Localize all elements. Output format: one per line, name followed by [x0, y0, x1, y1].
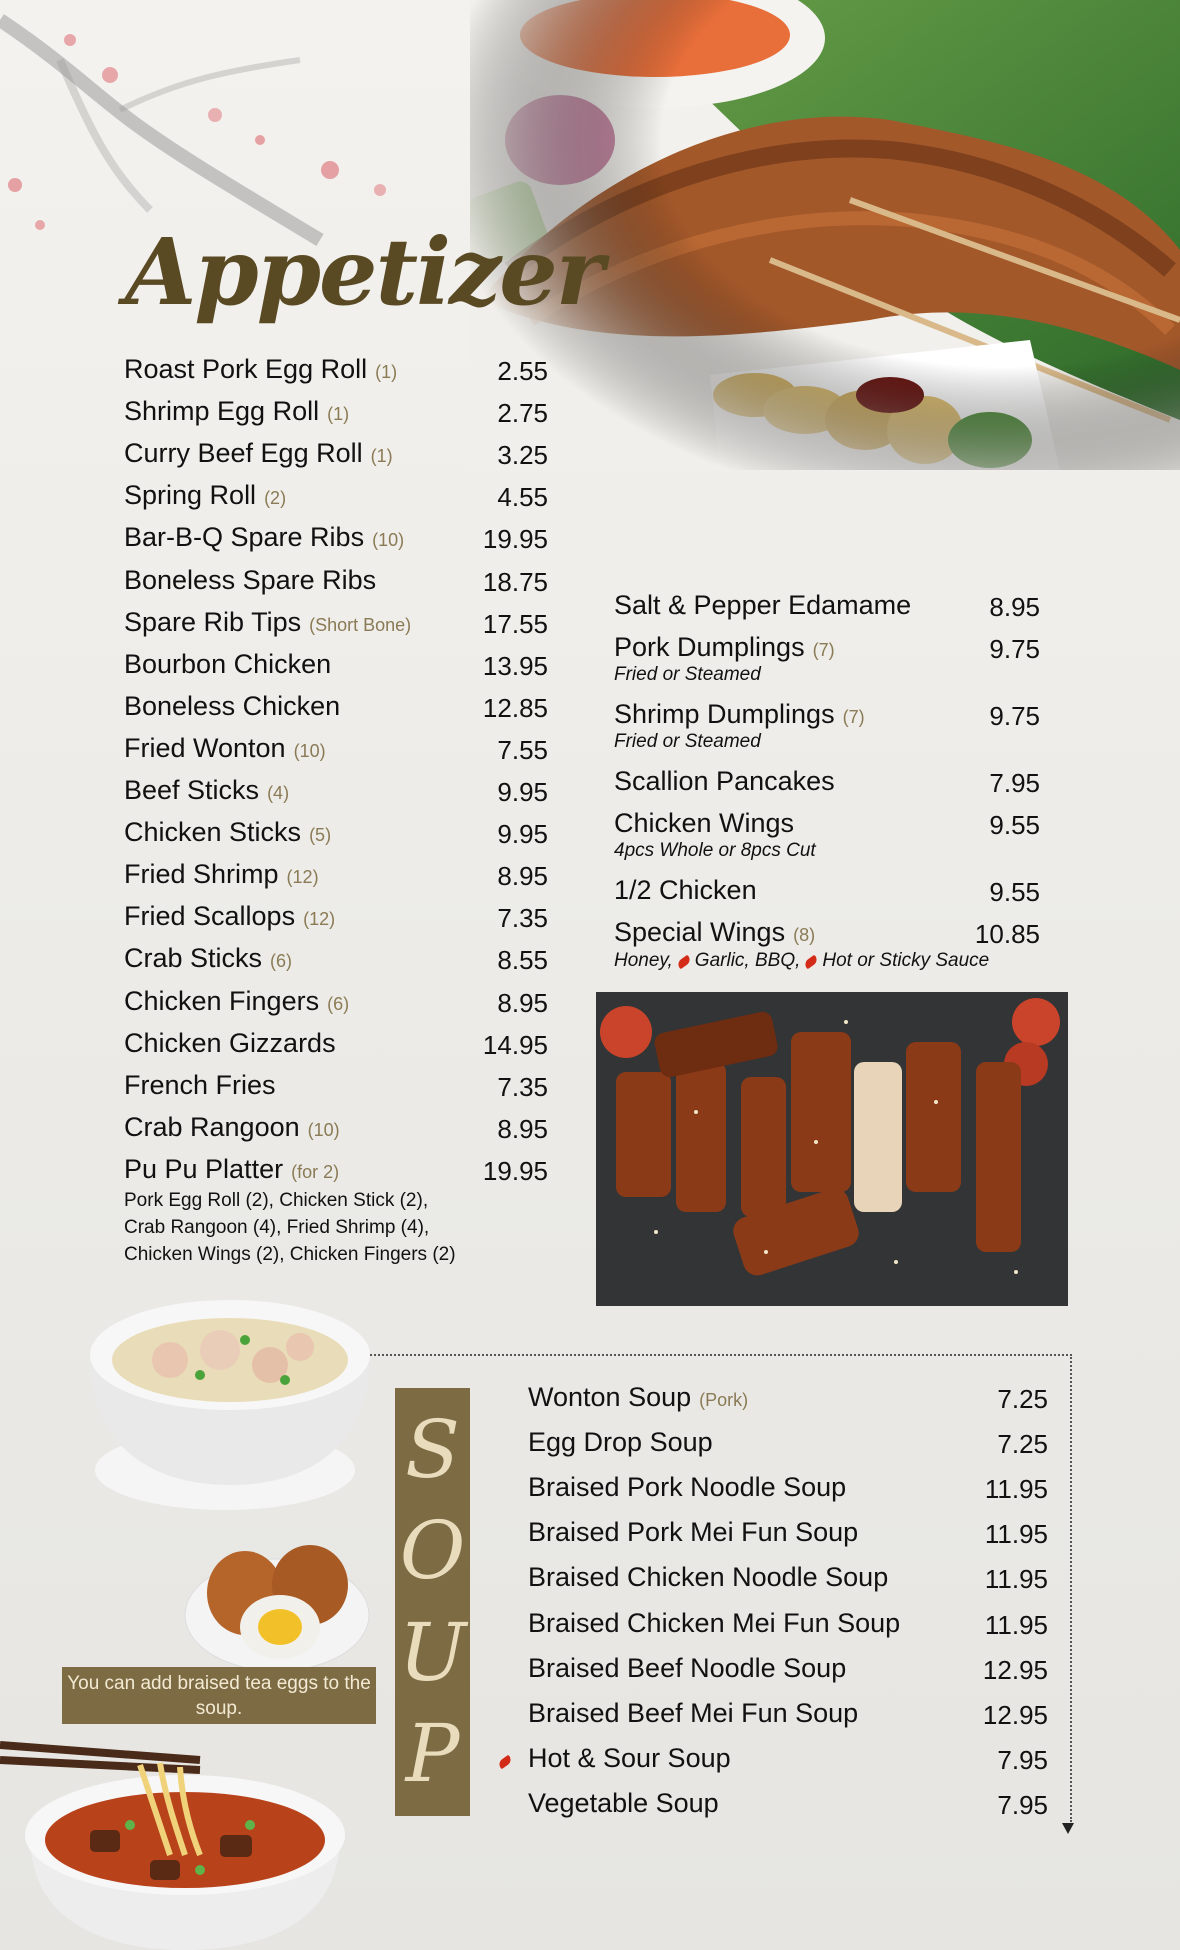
menu-item-quantity: (10): [293, 740, 326, 761]
beef-noodle-soup-bowl-photo: [0, 1725, 370, 1950]
appetizer-heading: Appetizer: [125, 218, 603, 326]
menu-item: [528, 1653, 854, 1684]
menu-item-quantity: (1): [370, 446, 393, 467]
menu-item-price: 14.95: [482, 1029, 548, 1060]
menu-item: [124, 859, 319, 890]
menu-item-name: 1/2 Chicken: [614, 875, 757, 905]
menu-item-quantity: (10): [307, 1119, 340, 1140]
soup-letter: S: [405, 1402, 460, 1496]
menu-item-note: Fried or Steamed: [614, 731, 761, 752]
menu-item-quantity: (7): [812, 640, 835, 660]
menu-item-price: 9.55: [989, 877, 1040, 907]
menu-item-quantity: (7): [842, 707, 865, 727]
menu-item-quantity: (10): [372, 530, 405, 551]
menu-item: [528, 1517, 866, 1548]
menu-item-price: 18.75: [482, 566, 548, 597]
menu-item-price: 7.35: [497, 1071, 548, 1102]
menu-item: [124, 817, 331, 848]
menu-item-price: 11.95: [984, 1564, 1048, 1595]
menu-item-price: 11.95: [984, 1474, 1048, 1505]
soup-vertical-banner: [395, 1388, 470, 1816]
menu-item-price: 8.95: [989, 592, 1040, 622]
menu-item: [614, 632, 835, 663]
menu-item-quantity: (4): [267, 783, 290, 803]
menu-item-name: Hot & Sour Soup: [528, 1742, 731, 1773]
chili-pepper-icon: [676, 955, 692, 970]
menu-item: [614, 808, 802, 839]
menu-item-price: 9.75: [989, 634, 1040, 664]
menu-item-price: 9.95: [497, 819, 548, 850]
menu-item-name: Pu Pu Platter: [124, 1153, 284, 1184]
menu-item-quantity: (Short Bone): [309, 614, 412, 635]
menu-item: [124, 691, 348, 722]
menu-item: [614, 699, 865, 730]
menu-item-name: Fried Wonton: [124, 732, 286, 763]
menu-item: [124, 1070, 284, 1101]
pupu-platter-description: Pork Egg Roll (2), Chicken Stick (2), Crab Rangoon (4), Fried Shrimp (4), Chicken Wings (2), Chicken Fingers (2): [124, 1190, 456, 1265]
menu-item: [528, 1788, 727, 1819]
menu-item-price: 7.95: [997, 1744, 1048, 1775]
menu-item-name: Fried Shrimp: [124, 859, 279, 890]
menu-item-quantity: (12): [286, 867, 319, 888]
menu-item-name: Chicken Wings: [614, 808, 795, 838]
menu-item-price: 7.55: [497, 734, 548, 765]
menu-item-quantity: (5): [309, 825, 332, 846]
menu-item-name: Shrimp Egg Roll: [124, 396, 320, 427]
menu-item-name: Braised Beef Noodle Soup: [528, 1652, 847, 1683]
soup-letter: O: [399, 1504, 466, 1598]
menu-item-note: Fried or Steamed: [614, 664, 761, 685]
menu-item-price: 2.55: [497, 356, 548, 386]
menu-item: [614, 590, 919, 621]
chili-pepper-icon: [803, 955, 819, 970]
menu-item: [124, 1028, 344, 1059]
menu-item-name: Chicken Fingers: [124, 985, 320, 1016]
menu-item-price: 19.95: [482, 1155, 548, 1186]
menu-item-name: Special Wings: [614, 917, 786, 947]
menu-item-name: Salt & Pepper Edamame: [614, 590, 912, 620]
menu-item-price: 17.55: [482, 608, 548, 639]
tea-eggs-bowl-photo: [180, 1535, 375, 1675]
menu-item-name: Bar-B-Q Spare Ribs: [124, 522, 365, 553]
menu-item-quantity: (12): [303, 909, 336, 930]
menu-item-price: 2.75: [497, 398, 548, 429]
menu-item-price: 9.95: [497, 777, 548, 807]
menu-item-price: 3.25: [497, 440, 548, 471]
menu-item: [124, 943, 292, 974]
menu-item-name: Curry Beef Egg Roll: [124, 438, 363, 469]
menu-item-price: 11.95: [984, 1519, 1048, 1550]
menu-item-name: Boneless Chicken: [124, 690, 341, 721]
menu-item: [124, 775, 289, 806]
menu-item-quantity: (for 2): [291, 1161, 340, 1182]
arrow-down-icon: [1062, 1823, 1074, 1834]
menu-item: [124, 354, 397, 385]
menu-item-price: 12.95: [982, 1699, 1048, 1730]
menu-item-price: 12.85: [482, 692, 548, 723]
menu-item-name: Vegetable Soup: [528, 1787, 719, 1818]
menu-item-price: 8.95: [497, 987, 548, 1018]
menu-item: [528, 1698, 866, 1729]
menu-item: [124, 901, 335, 932]
menu-item: [124, 1154, 339, 1185]
tea-egg-note: You can add braised tea eggs to the soup.: [62, 1667, 376, 1724]
menu-item-name: Crab Sticks: [124, 943, 263, 974]
menu-item-price: 7.25: [997, 1384, 1048, 1414]
menu-item-quantity: (6): [270, 951, 293, 972]
menu-item-price: 11.95: [984, 1609, 1048, 1640]
menu-item-price: 8.55: [497, 945, 548, 976]
special-wings-sauces: Honey, Garlic, BBQ, Hot or Sticky Sauce: [614, 950, 990, 971]
menu-item-price: 7.35: [497, 903, 548, 934]
menu-item: [614, 917, 815, 948]
menu-item-name: Chicken Gizzards: [124, 1027, 336, 1058]
menu-item-name: Roast Pork Egg Roll: [124, 354, 368, 384]
menu-item-name: Chicken Sticks: [124, 817, 302, 848]
menu-item-price: 7.95: [997, 1789, 1048, 1820]
menu-item-name: Spare Rib Tips: [124, 606, 302, 637]
soup-letter: P: [405, 1707, 460, 1801]
menu-item: [124, 733, 326, 764]
menu-item-price: 10.85: [974, 919, 1040, 949]
menu-item: [528, 1562, 896, 1593]
menu-item-name: Egg Drop Soup: [528, 1427, 713, 1458]
menu-item-price: 7.25: [997, 1429, 1048, 1460]
menu-item-name: Shrimp Dumplings: [614, 699, 835, 729]
menu-item-quantity: (Pork): [699, 1390, 749, 1410]
menu-item-name: Braised Pork Noodle Soup: [528, 1472, 847, 1503]
menu-item-price: 9.55: [989, 810, 1040, 840]
menu-item: [528, 1472, 854, 1503]
menu-item-name: Braised Beef Mei Fun Soup: [528, 1697, 859, 1728]
menu-item-note: 4pcs Whole or 8pcs Cut: [614, 840, 816, 861]
wonton-soup-bowl-photo: [80, 1285, 380, 1525]
menu-item-quantity: (6): [327, 993, 350, 1014]
menu-item: [124, 396, 349, 427]
menu-item-name: Wonton Soup: [528, 1382, 692, 1412]
menu-item: [124, 565, 384, 596]
menu-item: [124, 438, 393, 469]
menu-item-name: Crab Rangoon: [124, 1111, 300, 1142]
menu-item: [124, 522, 404, 553]
menu-item-name: Bourbon Chicken: [124, 648, 332, 679]
menu-item: [124, 1112, 340, 1143]
menu-item-name: Spring Roll: [124, 480, 257, 511]
menu-item-price: 8.95: [497, 861, 548, 892]
menu-item-name: Braised Chicken Mei Fun Soup: [528, 1607, 901, 1638]
spare-ribs-photo: [596, 992, 1068, 1306]
soup-letter: U: [398, 1605, 467, 1699]
menu-item-name: Scallion Pancakes: [614, 766, 835, 796]
menu-item-price: 4.55: [497, 482, 548, 513]
menu-item-price: 19.95: [482, 524, 548, 555]
menu-item-price: 7.95: [989, 768, 1040, 798]
menu-item-price: 13.95: [482, 650, 548, 681]
menu-item-name: Braised Pork Mei Fun Soup: [528, 1517, 859, 1548]
menu-item-name: Boneless Spare Ribs: [124, 564, 377, 595]
menu-item: [614, 875, 765, 906]
menu-item-name: Braised Chicken Noodle Soup: [528, 1562, 889, 1593]
menu-item: [528, 1608, 908, 1639]
menu-item: [614, 766, 843, 797]
menu-item-quantity: (2): [264, 488, 287, 509]
menu-item: [124, 607, 411, 638]
menu-item: [124, 649, 339, 680]
menu-item-quantity: (1): [327, 404, 350, 425]
menu-item-name: Fried Scallops: [124, 901, 296, 932]
menu-item: [124, 986, 349, 1017]
menu-item: [528, 1427, 721, 1458]
menu-item-name: French Fries: [124, 1069, 276, 1100]
menu-item-name: Pork Dumplings: [614, 632, 805, 662]
menu-item-name: Beef Sticks: [124, 775, 260, 805]
menu-item-price: 9.75: [989, 701, 1040, 731]
menu-item: [124, 480, 286, 511]
menu-item-price: 12.95: [982, 1654, 1048, 1685]
menu-item: [528, 1382, 748, 1413]
menu-item-quantity: (1): [375, 362, 398, 382]
menu-item-price: 8.95: [497, 1113, 548, 1144]
menu-item: [528, 1743, 739, 1774]
menu-item-quantity: (8): [793, 925, 816, 945]
